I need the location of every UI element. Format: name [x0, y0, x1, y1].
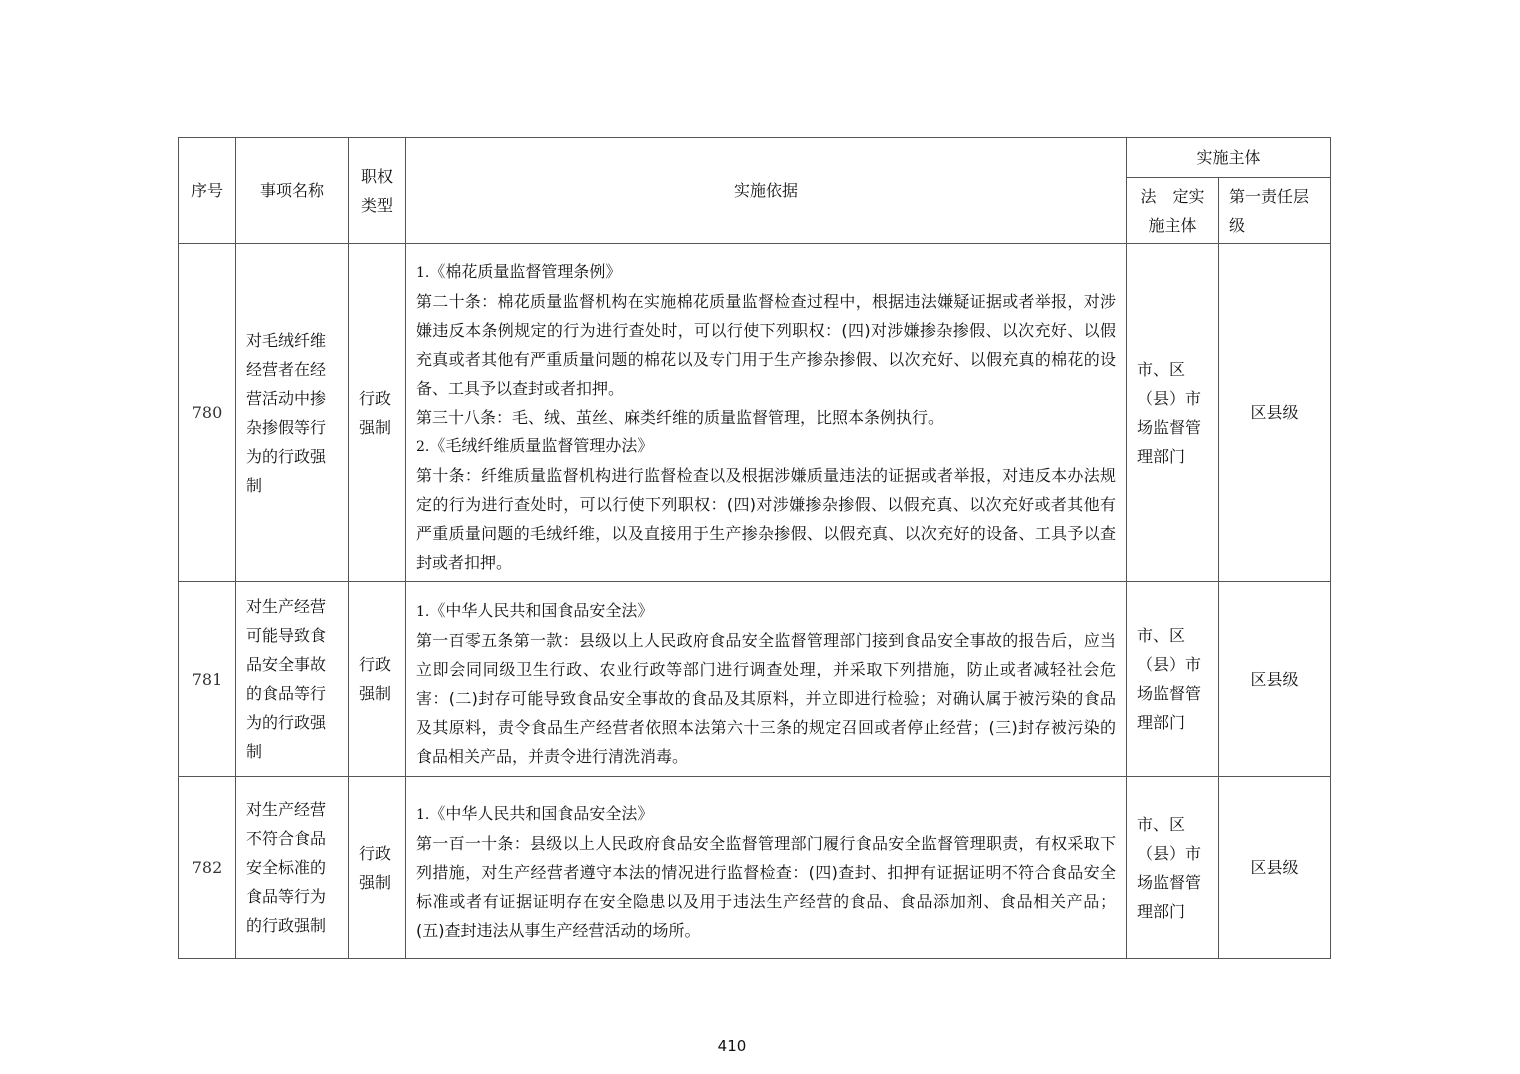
row-level: 区县级	[1219, 244, 1331, 582]
law-article: 第一百一十条：县级以上人民政府食品安全监督管理部门履行食品安全监督管理职责，有权采取下列措施，对生产经营者遵守本法的情况进行监督检查：(四)查封、扣押有证据证明不符合食品安全标准或者有证据证明存在安全隐患以及用于违法生产经营的食品、食品添加剂、食品相关产品；(五)查封违法从事生产经营活动的场所。	[416, 834, 1116, 940]
law-article: 第二十条：棉花质量监督机构在实施棉花质量监督检查过程中，根据违法嫌疑证据或者举报，对涉嫌违反本条例规定的行为进行查处时，可以行使下列职权：(四)对涉嫌掺杂掺假、以次充好、以假充真或者其他有严重质量问题的棉花以及专门用于生产掺杂掺假、以次充好、以假充真的棉花的设备、工具予以查封或者扣押。	[416, 292, 1116, 398]
header-name: 事项名称	[236, 138, 349, 244]
row-level: 区县级	[1219, 582, 1331, 777]
authority-table	[178, 137, 1331, 959]
law-article: 第三十八条：毛、绒、茧丝、麻类纤维的质量监督管理，比照本条例执行。	[416, 408, 945, 427]
row-name: 对毛绒纤维经营者在经营活动中掺杂掺假等行为的行政强制	[236, 244, 349, 582]
row-basis	[406, 777, 1127, 959]
page-number: 410	[717, 1037, 747, 1055]
row-seq: 780	[179, 244, 236, 582]
header-basis: 实施依据	[406, 138, 1127, 244]
header-seq: 序号	[179, 138, 236, 244]
row-type: 行政强制	[349, 244, 406, 582]
header-legal-subject: 法 定实施主体	[1127, 178, 1219, 244]
law-title: 2.《毛绒纤维质量监督管理办法》	[416, 436, 654, 455]
row-basis	[406, 582, 1127, 777]
header-type: 职权类型	[349, 138, 406, 244]
row-name: 对生产经营不符合食品安全标准的食品等行为的行政强制	[236, 777, 349, 959]
row-level: 区县级	[1219, 777, 1331, 959]
table-row	[179, 244, 1331, 582]
row-name: 对生产经营可能导致食品安全事故的食品等行为的行政强制	[236, 582, 349, 777]
row-basis	[406, 244, 1127, 582]
table-row	[179, 582, 1331, 777]
row-subject: 市、区（县）市场监督管理部门	[1127, 244, 1219, 582]
law-title: 1.《棉花质量监督管理条例》	[416, 262, 622, 281]
law-article: 第一百零五条第一款：县级以上人民政府食品安全监督管理部门接到食品安全事故的报告后，应当立即会同同级卫生行政、农业行政等部门进行调查处理，并采取下列措施，防止或者减轻社会危害：(二)封存可能导致食品安全事故的食品及其原料，并立即进行检验；对确认属于被污染的食品及其原料，责令食品生产经营者依照本法第六十三条的规定召回或者停止经营；(三)封存被污染的食品相关产品，并责令进行清洗消毒。	[416, 631, 1116, 766]
header-first-level: 第一责任层级	[1219, 178, 1331, 244]
row-type: 行政强制	[349, 777, 406, 959]
law-title: 1.《中华人民共和国食品安全法》	[416, 804, 654, 823]
law-article: 第十条：纤维质量监督机构进行监督检查以及根据涉嫌质量违法的证据或者举报，对违反本办法规定的行为进行查处时，可以行使下列职权：(四)对涉嫌掺杂掺假、以假充真、以次充好或者其他有严重质量问题的毛绒纤维，以及直接用于生产掺杂掺假、以假充真、以次充好的设备、工具予以查封或者扣押。	[416, 466, 1116, 572]
row-seq: 781	[179, 582, 236, 777]
header-subject: 实施主体	[1127, 138, 1331, 178]
row-subject: 市、区（县）市场监督管理部门	[1127, 777, 1219, 959]
row-seq: 782	[179, 777, 236, 959]
table-row	[179, 777, 1331, 959]
row-type: 行政强制	[349, 582, 406, 777]
row-subject: 市、区（县）市场监督管理部门	[1127, 582, 1219, 777]
law-title: 1.《中华人民共和国食品安全法》	[416, 601, 654, 620]
